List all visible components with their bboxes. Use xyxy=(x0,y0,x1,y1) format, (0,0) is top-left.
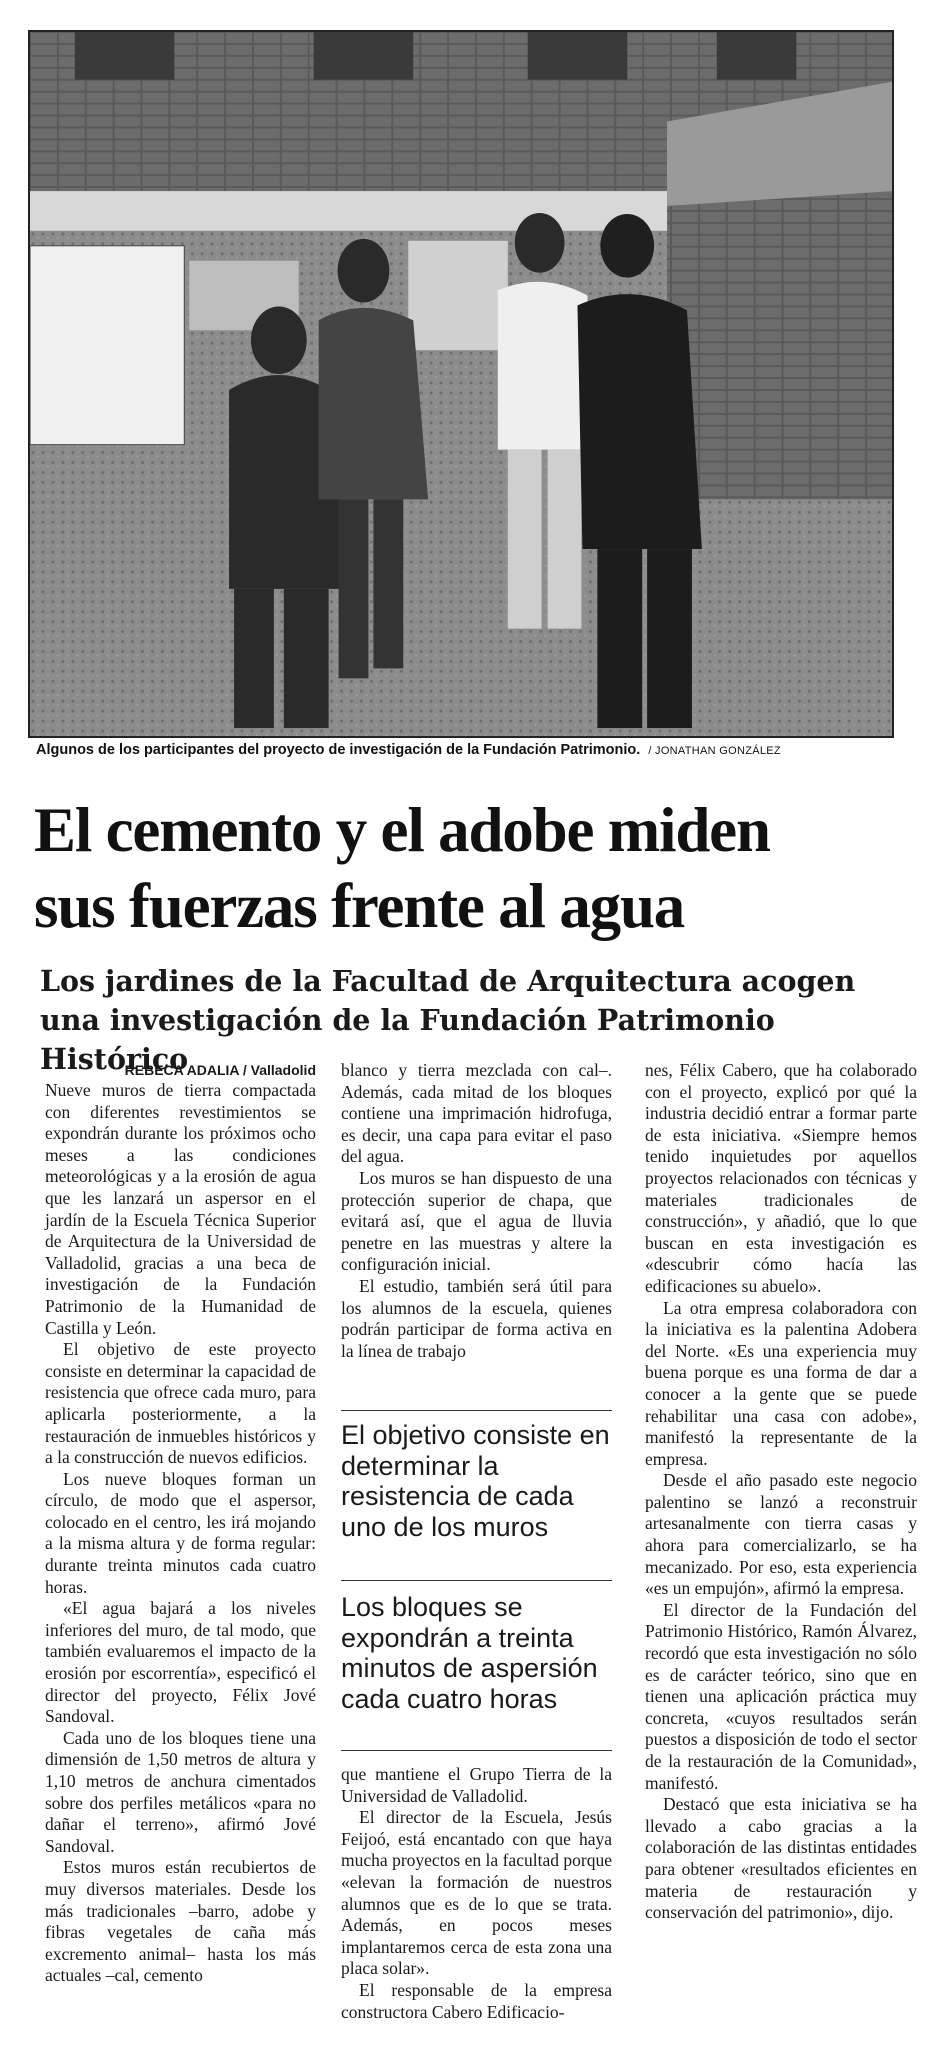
article-photo xyxy=(28,30,894,738)
article-column-2-continued xyxy=(341,1764,612,2023)
paragraph: Los muros se han dispuesto de una protección superior de chapa, que evitará así, que el agua de lluvia penetre en las muestras y altere la configuración inicial. xyxy=(341,1167,612,1275)
paragraph: Destacó que esta iniciativa se ha llevado a cabo gracias a la colaboración de las distintas entidades para obtener «resultados eficientes en materia de restauración y conservación del patrimonio», dijo. xyxy=(645,1794,917,1923)
pull-quote-rule xyxy=(341,1410,612,1411)
paragraph: Desde el año pasado este negocio palentino se lanzó a reconstruir artesanalmente con tierra casas y ahora para comercializarlo, se ha mecanizado. Por eso, esta experiencia «es un empujón», afirmó la empresa. xyxy=(645,1470,917,1599)
paragraph: El responsable de la empresa constructora Cabero Edificacio- xyxy=(341,1979,612,2022)
article-column-2 xyxy=(341,1060,612,1362)
subheadline-line-2: una investigación de la Fundación Patrimonio Histórico xyxy=(40,1003,775,1076)
paragraph: Cada uno de los bloques tiene una dimensión de 1,50 metros de altura y 1,10 metros de anchura cimentados sobre dos perfiles metálicos «para no dañar el terreno», afirmó Jové Sandoval. xyxy=(45,1727,316,1856)
byline: REBECA ADALIA / Valladolid xyxy=(124,1062,316,1078)
paragraph: El estudio, también será útil para los alumnos de la escuela, quienes podrán participar de forma activa en la línea de trabajo xyxy=(341,1275,612,1361)
paragraph: El objetivo de este proyecto consiste en determinar la capacidad de resistencia que ofrece cada muro, para aplicarla posteriormente, a la restauración de inmuebles históricos y a la construcción de nuevos edificios. xyxy=(45,1339,316,1468)
paragraph: Los nueve bloques forman un círculo, de modo que el aspersor, colocado en el centro, les irá mojando a la misma altura y de forma regular: durante treinta minutos cada cuatro horas. xyxy=(45,1468,316,1597)
article-column-3 xyxy=(645,1060,917,1924)
photo-caption xyxy=(36,742,896,758)
paragraph: Estos muros están recubiertos de muy diversos materiales. Desde los más tradicionales –barro, adobe y fibras vegetales de caña más excremento animal– hasta los más actuales –cal, cemento xyxy=(45,1857,316,1986)
paragraph: El director de la Escuela, Jesús Feijoó, está encantado con que haya mucha proyectos en la facultad porque «elevan la formación de nuestros alumnos que es de lo que se trata. Además, en pocos meses implantaremos cerca de esta zona una placa solar». xyxy=(341,1807,612,1979)
headline-line-2: sus fuerzas frente al agua xyxy=(34,871,685,941)
caption-text: Algunos de los participantes del proyecto de investigación de la Fundación Patrimonio. xyxy=(36,742,641,758)
subheadline-line-1: Los jardines de la Facultad de Arquitectura acogen xyxy=(40,964,856,998)
paragraph: que mantiene el Grupo Tierra de la Universidad de Valladolid. xyxy=(341,1764,612,1806)
pull-quote-rule xyxy=(341,1750,612,1751)
paragraph: Nueve muros de tierra compactada con diferentes revestimientos se expondrán durante los próximos ocho meses a las condiciones meteorológicas y a la erosión de agua que les lanzará un aspersor en el jardín de la Escuela Técnica Superior de Arquitectura de la Universidad de Valladolid, gracias a una beca de investigación de la Fundación Patrimonio de la Humanidad de Castilla y León. xyxy=(45,1080,316,1338)
paragraph: «El agua bajará a los niveles inferiores del muro, de tal modo, que también evaluaremos el impacto de la erosión por escorrentía», especificó el director del proyecto, Félix Jové Sandoval. xyxy=(45,1598,316,1727)
photo-credit: / JONATHAN GONZÁLEZ xyxy=(648,745,781,757)
pull-quote-rule xyxy=(341,1580,612,1581)
paragraph: nes, Félix Cabero, que ha colaborado con el proyecto, explicó por qué la industria decidió entrar a formar parte de esta iniciativa. «Siempre hemos tenido inquietudes por aquellos proyectos relacionados con técnicas y materiales tradicionales de construcción», y añadió, que lo que buscan en esta investigación es «descubrir cómo hacía las edificaciones su abuelo». xyxy=(645,1060,917,1296)
paragraph: La otra empresa colaboradora con la iniciativa es la palentina Adobera del Norte. «Es una experiencia muy buena porque es una forma de dar a conocer a la gente que se puede rehabilitar una casa con adobe», manifestó la representante de la empresa. xyxy=(645,1297,917,1469)
headline xyxy=(34,792,904,944)
pull-quote-2: Los bloques se expondrán a treinta minutos de aspersión cada cuatro horas xyxy=(341,1592,598,1714)
pull-quote-1: El objetivo consiste en determinar la resistencia de cada uno de los muros xyxy=(341,1420,610,1542)
paragraph: El director de la Fundación del Patrimonio Histórico, Ramón Álvarez, recordó que esta investigación no sólo es de carácter teórico, sino que en tienen una aplicación práctica muy concreta, «cuyos resultados serán puestos a disposición de todo el sector de la restauración de la Comunidad», manifestó. xyxy=(645,1599,917,1793)
paragraph: blanco y tierra mezclada con cal–. Además, cada mitad de los bloques contiene una imprimación hidrofuga, es decir, una capa para evitar el paso del agua. xyxy=(341,1060,612,1167)
article-column-1 xyxy=(45,1060,316,1987)
headline-line-1: El cemento y el adobe miden xyxy=(34,795,770,865)
photo-illustration xyxy=(30,32,892,736)
